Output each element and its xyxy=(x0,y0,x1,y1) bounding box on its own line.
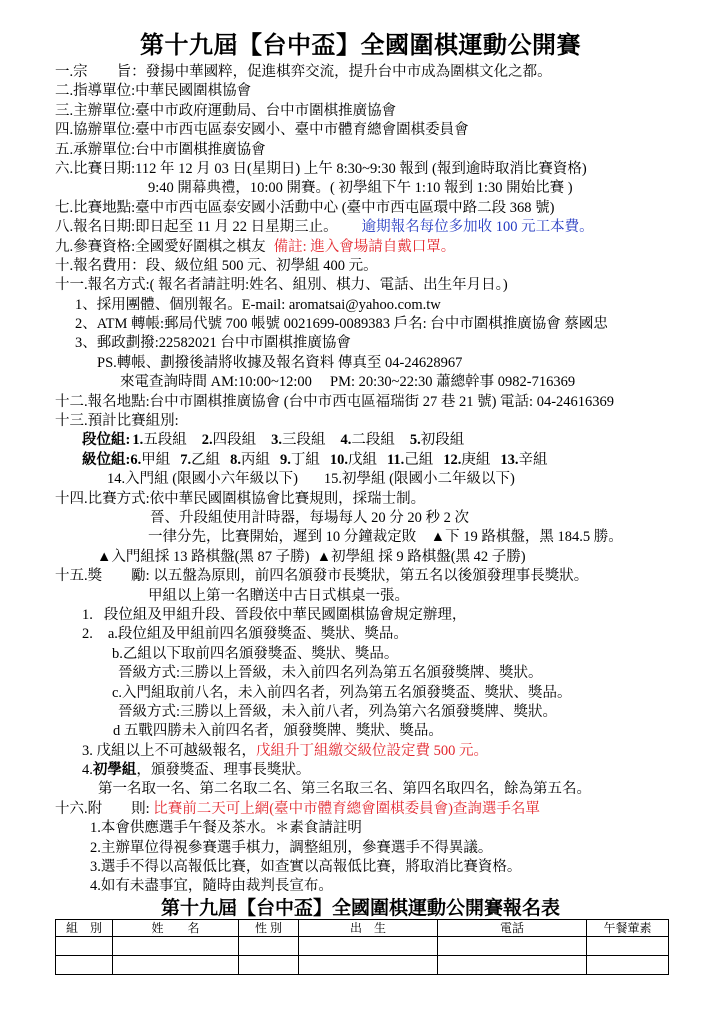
item-text: 3. 戊組以上不可越級報名， xyxy=(82,742,256,759)
group-number: 8. xyxy=(230,451,241,468)
table-row xyxy=(56,937,669,956)
dan-groups-label: 段位組: xyxy=(82,432,131,449)
awards-item-4 xyxy=(0,761,721,780)
date-schedule-line: 9:40 開幕典禮，10:00 開賽。( 初學組下午 1:10 報到 1:30 開始比賽 ) xyxy=(148,180,573,197)
registration-method-item: 3、郵政劃撥:22582021 台中市圍棋推廣協會 xyxy=(75,335,351,352)
dan-groups-line xyxy=(0,431,721,450)
group-name: 四段組 xyxy=(212,432,257,449)
table-cell xyxy=(56,937,113,956)
group-number: 10. xyxy=(329,451,348,468)
registration-form-title: 第十九屆【台中盃】全國圍棋運動公開賽報名表 xyxy=(160,898,560,919)
mask-note: 備註: 進入會場請自戴口罩。 xyxy=(273,238,456,255)
group-number: 3. xyxy=(271,432,282,449)
group-name: 二段組 xyxy=(351,432,395,449)
item-number: 1. xyxy=(82,606,93,623)
kyu-group-item xyxy=(387,452,433,468)
kyu-group-item xyxy=(500,452,547,468)
table-cell xyxy=(56,956,113,975)
player-list-note: 比賽前二天可上網(臺中市體育總會圍棋委員會)查詢選手名單 xyxy=(153,800,540,817)
groups-heading: 十三.預計比賽組別: xyxy=(55,413,179,430)
group-number: 12. xyxy=(443,451,462,468)
dan-group-item xyxy=(132,432,186,448)
group-number: 7. xyxy=(180,451,192,468)
inquiry-hours-line: 來電查詢時間 AM:10:00~12:00 PM: 20:30~22:30 蕭總幹事 0982-716369 xyxy=(120,374,576,391)
awards-item-2c: c.入門組取前八名，未入前四名者，列為第五名頒發獎盃、獎狀、獎品。 xyxy=(112,684,572,701)
awards-item-2a xyxy=(0,625,721,644)
group-number: 9. xyxy=(279,451,291,468)
dan-group-item xyxy=(410,432,464,448)
supplementary-heading xyxy=(0,800,721,819)
item-group: 初學組 xyxy=(92,762,137,779)
column-header-gender: 性 別 xyxy=(239,920,299,937)
awards-item-4-detail: 第一名取一名、第二名取二名、第三名取三名、第四名取四名，餘為第五名。 xyxy=(98,781,591,798)
table-cell xyxy=(239,937,299,956)
table-cell xyxy=(438,937,587,956)
group-name: 三段組 xyxy=(281,432,326,449)
group-name: 辛組 xyxy=(518,451,548,468)
group-number: 6. xyxy=(130,451,142,468)
beginner-group-item: 14.入門組 (限國小六年級以下) xyxy=(107,471,298,488)
kyu-group-item xyxy=(180,452,220,468)
registration-location-line: 十二.報名地點:台中市圍棋推廣協會 (台中市西屯區福瑞街 27 巷 21 號) 電話: 04-24616369 xyxy=(55,393,615,410)
dan-group-item xyxy=(340,432,394,448)
group-number: 13. xyxy=(500,451,519,468)
kyu-group-item xyxy=(130,452,170,468)
kyu-group-item xyxy=(443,452,490,468)
table-cell xyxy=(587,937,669,956)
awards-item-2c-promotion: 晉級方式:三勝以上晉級，未入前八者，列為第六名頒發獎牌、獎狀。 xyxy=(118,703,558,720)
announcement-body xyxy=(0,63,721,897)
item-number: 2. xyxy=(82,626,93,643)
registration-method-heading: 十一.報名方式:( 報名者請註明:姓名、組別、棋力、電話、出生年月日。) xyxy=(55,277,508,294)
supplementary-item: 1.本會供應選手午餐及茶水。＊素食請註明 xyxy=(90,820,362,837)
kyu-groups-line xyxy=(0,451,721,470)
group-name: 戊組 xyxy=(347,451,377,468)
group-name: 丙組 xyxy=(240,451,270,468)
executor-line: 五.承辦單位:台中市圍棋推廣協會 xyxy=(55,141,266,158)
venue-line: 七.比賽地點:臺中市西屯區泰安國小活動中心 (臺中市西屯區環中路二段 368 號) xyxy=(55,199,555,216)
group-number: 5. xyxy=(409,432,421,449)
supplementary-item: 2.主辦單位得視參賽選手棋力，調整組別，參賽選手不得異議。 xyxy=(90,839,493,856)
group-name: 丁組 xyxy=(290,451,320,468)
awards-item-2b-promotion: 晉級方式:三勝以上晉級，未入前四名列為第五名頒發獎牌、獎狀。 xyxy=(118,665,543,682)
table-cell xyxy=(299,956,438,975)
eligibility-line xyxy=(0,238,721,257)
level-fee-note: 戊組升丁組繳交級位設定費 500 元。 xyxy=(256,742,488,759)
late-fee-note: 逾期報名每位多加收 100 元工本費。 xyxy=(361,219,594,236)
purpose-line: 一.宗 旨：發揚中華國粹，促進棋弈交流，提升台中市成為圍棋文化之都。 xyxy=(55,64,552,80)
group-name: 己組 xyxy=(404,451,434,468)
table-cell xyxy=(299,937,438,956)
group-number: 2. xyxy=(201,432,213,449)
registration-method-item: 2、ATM 轉帳:郵局代號 700 帳號 0021699-0089383 戶名: 台中市圍棋推廣協會 蔡國忠 xyxy=(75,316,608,333)
column-header-lunch: 午餐葷素 xyxy=(587,920,669,937)
dan-group-item xyxy=(202,432,256,448)
awards-heading: 十五.獎 勵: 以五盤為原則，前四名頒發市長獎狀，第五名以後頒發理事長獎狀。 xyxy=(55,568,589,585)
column-header-group: 組 別 xyxy=(56,920,113,937)
fax-note-line: PS.轉帳、劃撥後請將收據及報名資料 傳真至 04-24628967 xyxy=(97,354,463,371)
registration-period-text: 八.報名日期:即日起至 11 月 22 日星期三止。 xyxy=(55,219,338,236)
item-text: ，頒發獎盃、理事長獎狀。 xyxy=(136,762,311,779)
group-name: 甲組 xyxy=(141,451,171,468)
item-text: 段位組及甲組升段、晉段依中華民國圍棋協會規定辦理， xyxy=(103,606,467,623)
registration-form-table xyxy=(55,919,669,975)
fee-line: 十.報名費用：段、級位組 500 元、初學組 400 元。 xyxy=(55,257,378,274)
group-number: 4. xyxy=(340,432,352,449)
rules-komi-line: 一律分先，比賽開始，遲到 10 分鐘裁定敗 ▲下 19 路棋盤，黑 184.5 勝。 xyxy=(148,529,623,546)
awards-item-1 xyxy=(0,606,721,625)
awards-item-2d: d 五戰四勝未入前四名者，頒發獎牌、獎狀、獎品。 xyxy=(113,723,443,740)
group-name: 五段組 xyxy=(143,432,187,449)
rules-small-boards-line: ▲入門組採 13 路棋盤(黑 87 子勝) ▲初學組 採 9 路棋盤(黑 42 子勝) xyxy=(97,548,526,565)
kyu-groups-label: 級位組: xyxy=(82,451,131,468)
table-cell xyxy=(113,937,239,956)
kyu-group-item xyxy=(230,452,270,468)
table-cell xyxy=(239,956,299,975)
awards-table-prize-line: 甲組以上第一名贈送中古日式棋桌一張。 xyxy=(148,587,409,604)
rules-timer-line: 晉、升段組使用計時器，每場每人 20 分 20 秒 2 次 xyxy=(150,509,469,526)
group-number: 11. xyxy=(386,451,405,468)
column-header-birth: 出 生 xyxy=(299,920,438,937)
table-cell xyxy=(438,956,587,975)
rules-heading: 十四.比賽方式:依中華民國圍棋協會比賽規則，採瑞士制。 xyxy=(55,490,426,507)
page-title: 第十九屆【台中盃】全國圍棋運動公開賽 xyxy=(140,33,581,59)
column-header-name: 姓 名 xyxy=(113,920,239,937)
kyu-group-item xyxy=(330,452,377,468)
date-line: 六.比賽日期:112 年 12 月 03 日(星期日) 上午 8:30~9:30 報到 (報到逾時取消比賽資格) xyxy=(55,160,587,177)
awards-item-2b: b.乙組以下取前四名頒發獎盃、獎狀、獎品。 xyxy=(112,645,399,662)
supplementary-item: 3.選手不得以高報低比賽，如查實以高報低比賽，將取消比賽資格。 xyxy=(90,859,522,876)
table-cell xyxy=(587,956,669,975)
group-name: 初段組 xyxy=(420,432,465,449)
registration-period-line xyxy=(0,218,721,237)
table-cell xyxy=(113,956,239,975)
item-text: a.段位組及甲組前四名頒發獎盃、獎狀、獎品。 xyxy=(107,626,408,643)
beginner-group-item: 15.初學組 (限國小二年級以下) xyxy=(323,471,515,488)
item-number: 4. xyxy=(82,762,93,779)
guidance-line: 二.指導單位:中華民國圍棋協會 xyxy=(55,83,252,100)
co-organizer-line: 四.協辦單位:臺中市西屯區泰安國小、臺中市體育總會圍棋委員會 xyxy=(55,122,469,139)
group-name: 乙組 xyxy=(191,451,221,468)
dan-group-item xyxy=(271,432,325,448)
table-row xyxy=(56,956,669,975)
beginner-groups-line xyxy=(0,470,721,489)
table-header-row xyxy=(56,920,669,937)
supplementary-item: 4.如有未盡事宜，隨時由裁判長宣布。 xyxy=(90,878,333,895)
supplementary-label: 十六.附 則: xyxy=(55,800,154,817)
registration-method-item: 1、採用團體、個別報名。E-mail: aromatsai@yahoo.com.tw xyxy=(75,296,441,313)
kyu-group-item xyxy=(280,452,320,468)
column-header-phone: 電話 xyxy=(438,920,587,937)
organizer-line: 三.主辦單位:臺中市政府運動局、台中市圍棋推廣協會 xyxy=(55,102,397,119)
group-number: 1. xyxy=(132,432,144,449)
group-name: 庚組 xyxy=(461,451,491,468)
awards-item-3 xyxy=(0,742,721,761)
eligibility-text: 九.參賽資格:全國愛好圍棋之棋友 xyxy=(55,238,266,255)
